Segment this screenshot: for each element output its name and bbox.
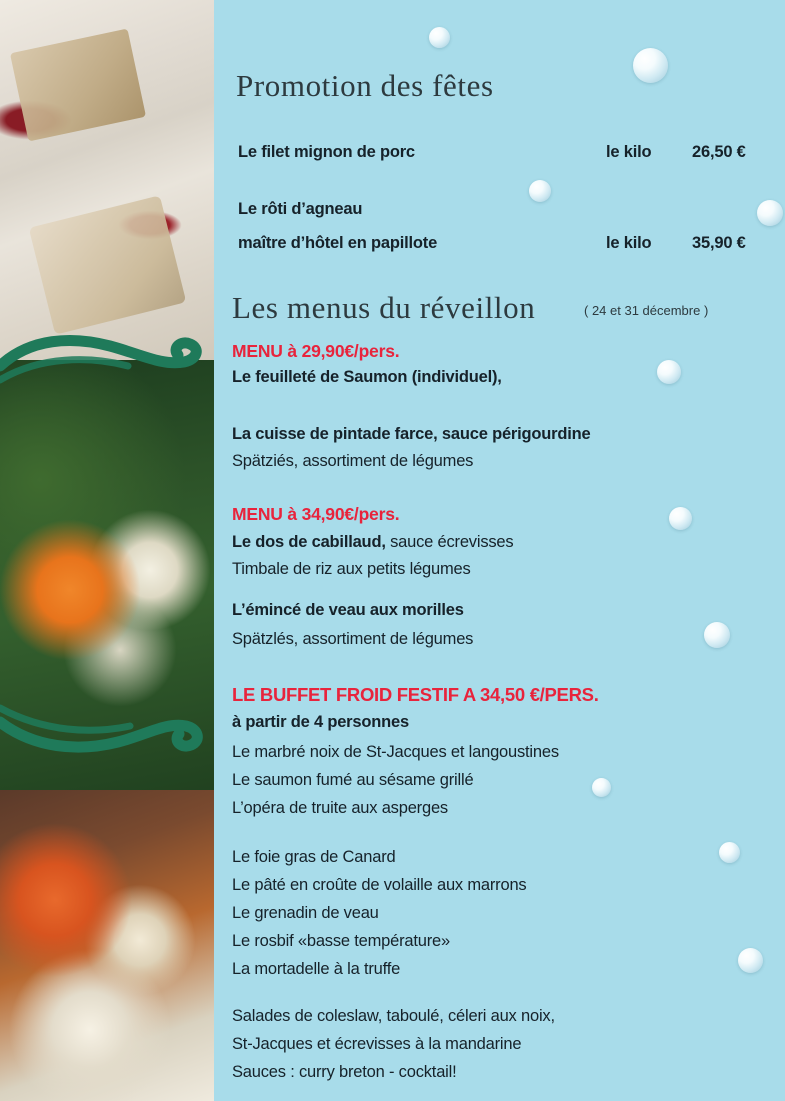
page-title: Promotion des fêtes <box>236 68 494 103</box>
menu-1-heading: MENU à 29,90€/pers. <box>232 341 400 361</box>
menu-2-item-garnish: Spätzlés, assortiment de légumes <box>232 630 474 648</box>
menu-2-item: L’émincé de veau aux morilles <box>232 601 464 619</box>
buffet-item: Le foie gras de Canard <box>232 848 396 866</box>
menu-1-item-garnish: Spätziés, assortiment de légumes <box>232 452 474 470</box>
photo-column <box>0 0 214 1101</box>
photo-floral-arrangement <box>0 360 214 800</box>
menu-2-item: Timbale de riz aux petits légumes <box>232 560 471 578</box>
promo-item-unit: le kilo <box>606 143 652 161</box>
menu-2-heading: MENU à 34,90€/pers. <box>232 504 400 524</box>
buffet-item: St-Jacques et écrevisses à la mandarine <box>232 1035 522 1053</box>
menu-panel <box>214 0 785 1101</box>
menu-1-item: Le feuilleté de Saumon (individuel), <box>232 368 502 386</box>
promo-item-price: 26,50 € <box>692 143 746 161</box>
photo-charcuterie-platters <box>0 0 214 370</box>
buffet-subheading: à partir de 4 personnes <box>232 713 409 731</box>
menu-2-item-thin: sauce écrevisses <box>385 533 514 551</box>
photo-canapes-buffet <box>0 790 214 1101</box>
buffet-item: Salades de coleslaw, taboulé, céleri aux noix, <box>232 1007 555 1025</box>
menu-1-item: La cuisse de pintade farce, sauce périgourdine <box>232 425 591 443</box>
promo-item-name: Le rôti d’agneau <box>238 200 363 218</box>
promo-item-name-line2: maître d’hôtel en papillote <box>238 234 438 252</box>
buffet-item: Le rosbif «basse température» <box>232 932 450 950</box>
buffet-item: Le saumon fumé au sésame grillé <box>232 771 474 789</box>
buffet-item: L’opéra de truite aux asperges <box>232 799 448 817</box>
buffet-item: Le marbré noix de St-Jacques et langoustines <box>232 743 559 761</box>
promo-item-price: 35,90 € <box>692 234 746 252</box>
reveillon-heading-note: ( 24 et 31 décembre ) <box>584 303 709 318</box>
promo-item-name: Le filet mignon de porc <box>238 143 415 161</box>
buffet-heading: LE BUFFET FROID FESTIF A 34,50 €/PERS. <box>232 684 599 705</box>
buffet-item: Le pâté en croûte de volaille aux marrons <box>232 876 527 894</box>
buffet-item: Le grenadin de veau <box>232 904 379 922</box>
buffet-item: Sauces : curry breton - cocktail! <box>232 1063 457 1081</box>
menu-2-item-bold: Le dos de cabillaud, <box>232 533 386 551</box>
reveillon-heading: Les menus du réveillon <box>232 290 536 325</box>
buffet-item: La mortadelle à la truffe <box>232 960 401 978</box>
promo-item-unit: le kilo <box>606 234 652 252</box>
menu-content <box>214 0 785 1101</box>
menu-2-item <box>232 533 513 552</box>
